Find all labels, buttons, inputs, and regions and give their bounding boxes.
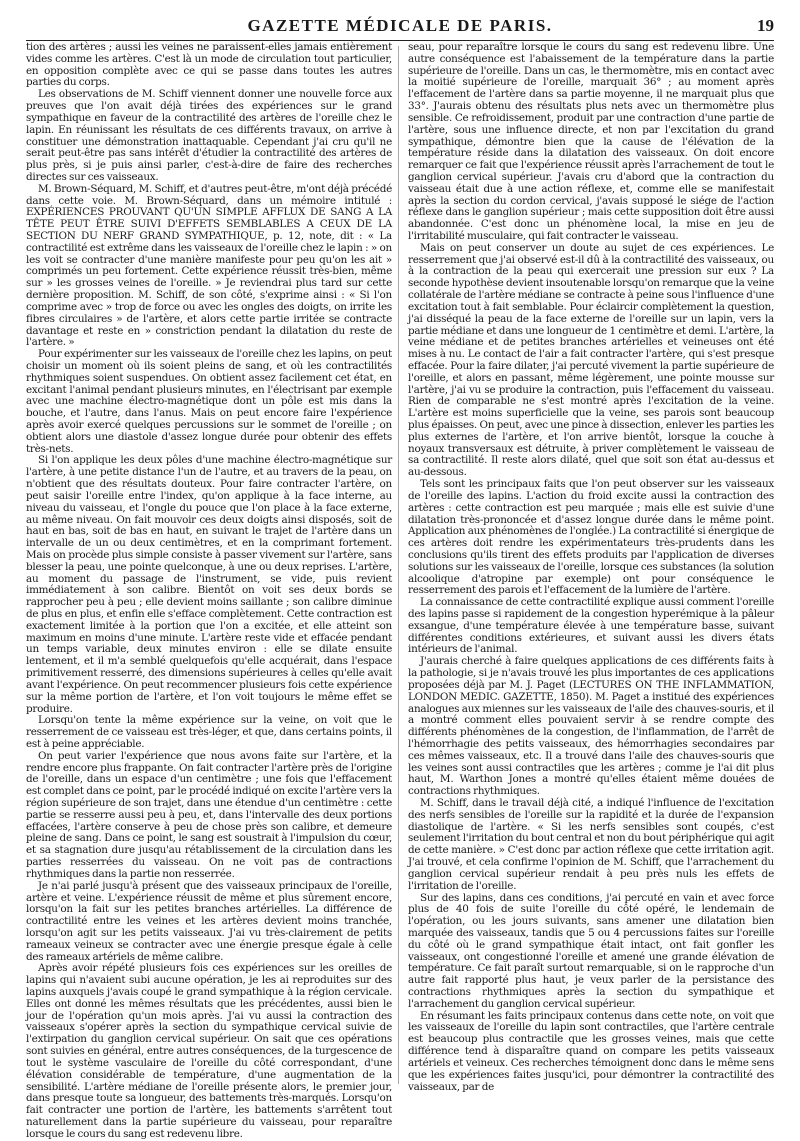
paragraph: Je n'ai parlé jusqu'à présent que des vaisseaux principaux de l'oreille, artère et veine. L'expérience réussit de même et plus sûrement encore, lorsqu'on la fait sur les petites branches artérielles. La différence de contractilité entre les veines et les artères devient moins tranchée, lorsqu'on agit sur les petits vaisseaux. J'ai vu très-clairement de petits rameaux veineux se contracter avec une énergie presque égale à celle des rameaux artériels de même calibre. — [26, 879, 392, 963]
paragraph: Mais on peut conserver un doute au sujet de ces expériences. Le resserrement que j'ai observé est-il dû à la contractilité des vaisseaux, ou à la contraction de la peau qui exercerait une pression sur eux ? La seconde hypothèse devient insoutenable lorsqu'on remarque que la veine collatérale de l'artère médiane se contracte à peine sous l'influence d'une excitation tout à fait semblable. Pour éclaircir complètement la question, j'ai disséqué la peau de la face externe de l'oreille sur un lapin, vers la partie médiane et dans une longueur de 1 centimètre et demi. L'artère, la veine médiane et de petites branches artérielles et veineuses ont été mises à nu. Le contact de l'air a fait contracter l'artère, qui s'est presque effacée. Pour la faire dilater, j'ai percuté vivement la partie supérieure de l'oreille, et alors en passant, même légèrement, une pointe mousse sur l'artère, j'ai vu se produire la contraction, puis l'effacement du vaisseau. Rien de comparable ne s'est montré après l'excitation de la veine. L'artère est moins superficielle que la veine, ses parois sont beaucoup plus épaisses. On peut, avec une pince à dissection, enlever les parties les plus externes de l'artère, et l'on arrive bientôt, lorsque la couche à noyaux transversaux est détruite, à priver complètement le vaisseau de sa contractilité. Il reste alors dilaté, quel que soit son état au-dessus et au-dessous. — [408, 241, 774, 479]
page-number: 19 — [757, 16, 774, 35]
paragraph: Sur des lapins, dans ces conditions, j'ai percuté en vain et avec force plus de 40 fois de suite l'oreille du côté opéré, le lendemain de l'opération, ou les jours suivants, sans amener une dilatation bien marquée des vaisseaux, tandis que 5 ou 4 percussions faites sur l'oreille du côté où le grand sympathique était intact, ont fait gonfler les vaisseaux, ont congestionné l'oreille et amené une grande élévation de température. Ce fait paraît surtout remarquable, si on le rapproche d'un autre fait rapporté plus haut, je veux parler de la persistance des contractions rhythmiques après la section du sympathique et l'arrachement du ganglion cervical supérieur. — [408, 891, 774, 1010]
column-divider — [398, 46, 399, 1084]
paragraph: Pour expérimenter sur les vaisseaux de l'oreille chez les lapins, on peut choisir un moment où ils soient pleins de sang, et où les contractilités rhythmiques soient suspendues. On obtient assez facilement cet état, en excitant l'animal pendant plusieurs minutes, en l'électrisant par exemple avec une machine électro-magnétique dont un pôle est mis dans la bouche, et l'autre, dans l'anus. Mais on peut encore faire l'expérience après avoir exercé quelques percussions sur le sommet de l'oreille ; on obtient alors une diastole d'assez longue durée pour obtenir des effets très-nets. — [26, 348, 392, 455]
paragraph: On peut varier l'expérience que nous avons faite sur l'artère, et la rendre encore plus frappante. On fait contracter l'artère près de l'origine de l'oreille, dans un espace d'un centimètre ; une fois que l'effacement est complet dans ce point, par le procédé indiqué on excite l'artère vers la région supérieure de son trajet, dans une étendue d'un centimètre : cette partie se resserre aussi peu à peu, et, dans l'intervalle des deux portions effacées, l'artère conserve à peu de chose près son calibre, et demeure pleine de sang. Dans ce point, le sang est soustrait à l'impulsion du cœur, et sa stagnation dure jusqu'au rétablissement de la circulation dans les parties resserrées du vaisseau. On ne voit pas de contractions rhythmiques dans la partie non resserrée. — [26, 749, 392, 880]
running-header — [26, 14, 774, 41]
paragraph: seau, pour reparaître lorsque le cours du sang est redevenu libre. Une autre conséquence est l'abaissement de la température dans la partie supérieure de l'oreille. Dans un cas, le thermomètre, mis en contact avec la moitié supérieure de l'oreille, marquait 36° ; au moment après l'effacement de l'artère dans sa partie moyenne, il ne marquait plus que 33°. J'aurais obtenu des résultats plus nets avec un thermomètre plus sensible. Ce refroidissement, produit par une contraction d'une partie de l'artère, sous une influence directe, et non par l'excitation du grand sympathique, démontre bien que la cause de l'élévation de la température réside dans la dilatation des vaisseaux. On doit encore remarquer ce fait que l'expérience réussit après l'arrachement de tout le ganglion cervical supérieur. J'avais cru d'abord que la contraction du vaisseau était due à une action réflexe, et, comme elle se manifestait après la section du cordon cervical, j'avais supposé le siége de l'action réflexe dans le ganglion supérieur ; mais cette supposition doit être aussi abandonnée. C'est donc un phénomène local, la mise en jeu de l'irritabilité musculaire, qui fait contracter le vaisseau. — [408, 41, 774, 242]
paragraph: Les observations de M. Schiff viennent donner une nouvelle force aux preuves que l'on avait déjà tirées des expériences sur le grand sympathique en faveur de la contractilité des artères de l'oreille chez le lapin. En réunissant les résultats de ces différents travaux, on arrive à constituer une démonstration inattaquable. Cependant j'ai cru qu'il ne serait peut-être pas sans intérêt d'étudier la contractilité des artères de plus près, si je puis ainsi parler, c'est-à-dire de faire des recherches directes sur ces vaisseaux. — [26, 88, 392, 183]
paragraph: M. Schiff, dans le travail déjà cité, a indiqué l'influence de l'excitation des nerfs sensibles de l'oreille sur la rapidité et la durée de l'expansion diastolique de l'artère. « Si les nerfs sensibles sont coupés, c'est seulement l'irritation du bout central et non du bout périphérique qui agit de cette manière. » C'est donc par action réflexe que cette irritation agit. J'ai trouvé, et cela confirme l'opinion de M. Schiff, que l'arrachement du ganglion cervical supérieur rendait à peu près nuls les effets de l'irritation de l'oreille. — [408, 797, 774, 892]
paragraph: M. Brown-Séquard, M. Schiff, et d'autres peut-être, m'ont déjà précédé dans cette voie. M. Brown-Séquard, dans un mémoire intitulé : EXPÉRIENCES PROUVANT QU'UN SIMPLE AFFLUX DE SANG A LA TÊTE PEUT ÊTRE SUIVI D'EFFETS SEMBLABLES A CEUX DE LA SECTION DU NERF GRAND SYMPATHIQUE, p. 12, note, dit : « La contractilité est extrême dans les vaisseaux de l'oreille chez le lapin : » on les voit se contracter d'une manière manifeste pour peu qu'on les ait » comprimés un peu fortement. Cette expérience réussit très-bien, même sur » les grosses veines de l'oreille. » Je reviendrai plus tard sur cette dernière proposition. M. Schiff, de son côté, s'exprime ainsi : « Si l'on comprime avec » trop de force ou avec les ongles des doigts, on irrite les fibres circulaires » de l'artère, et alors cette partie irritée se contracte davantage et reste en » constriction pendant la dilatation du reste de l'artère. » — [26, 182, 392, 349]
paragraph: Lorsqu'on tente la même expérience sur la veine, on voit que le resserrement de ce vaisseau est très-léger, et que, dans certains points, il est à peine appréciable. — [26, 714, 392, 750]
paragraph: J'aurais cherché à faire quelques applications de ces différents faits à la pathologie, si je n'avais trouvé les plus importantes de ces applications proposées déjà par M. J. Paget (LECTURES ON THE INFLAMMATION, LONDON MEDIC. GAZETTE, 1850). M. Paget a institué des expériences analogues aux miennes sur les vaisseaux de l'aile des chauves-souris, et il a montré comment elles pouvaient servir à se rendre compte des différents phénomènes de la congestion, de l'inflammation, de l'arrêt de l'hémorrhagie des petits vaisseaux, des hémorrhagies secondaires par ces mêmes vaisseaux, etc. Il a trouvé dans l'aile des chauves-souris que les veines sont aussi contractiles que les artères ; comme je l'ai dit plus haut, M. Warthon Jones a montré qu'elles étaient même douées de contractions rhythmiques. — [408, 655, 774, 798]
left-column — [26, 41, 392, 1140]
paragraph: En résumant les faits principaux contenus dans cette note, on voit que les vaisseaux de l'oreille du lapin sont contractiles, que l'artère centrale est beaucoup plus contractile que les grosses veines, mais que cette différence tend à disparaître quand on compare les petits vaisseaux artériels et veineux. Ces recherches témoignent donc dans le même sens que les expériences faites jusqu'ici, pour démontrer la contractilité des vaisseaux, par de — [408, 1009, 774, 1093]
right-column — [408, 41, 774, 1093]
paragraph: Après avoir répété plusieurs fois ces expériences sur les oreilles de lapins qui n'avaient subi aucune opération, je les ai reproduites sur des lapins auxquels j'avais coupé le grand sympathique à la région cervicale. Elles ont donné les mêmes résultats que les précédentes, aussi bien le jour de l'opération qu'un mois après. J'ai vu aussi la contraction des vaisseaux s'opérer après la section du sympathique cervical suivie de l'extirpation du ganglion cervical supérieur. On sait que ces opérations sont suivies en général, entre autres conséquences, de la turgescence de tout le système vasculaire de l'oreille du côté correspondant, d'une élévation considérable de température, d'une augmentation de la sensibilité. L'artère médiane de l'oreille présente alors, le premier jour, dans presque toute sa longueur, des battements très-marqués. Lorsqu'on fait contracter une portion de l'artère, les battements s'arrêtent tout naturellement dans la partie supérieure du vaisseau, pour reparaître lorsque le cours du sang est redevenu libre. — [26, 962, 392, 1140]
paragraph: Si l'on applique les deux pôles d'une machine électro-magnétique sur l'artère, à une petite distance l'un de l'autre, et au travers de la peau, on n'obtient que des résultats douteux. Pour faire contracter l'artère, on peut saisir l'oreille entre l'index, qu'on applique à la face interne, au niveau du vaisseau, et l'ongle du pouce que l'on place à la face externe, au même niveau. On fait mouvoir ces deux doigts ainsi disposés, soit de haut en bas, soit de bas en haut, en suivant le trajet de l'artère dans un intervalle de un ou deux centimètres, et en la comprimant fortement. Mais on procède plus simple consiste à passer vivement sur l'artère, sans blesser la peau, une pointe quelconque, à une ou deux reprises. L'artère, au moment du passage de l'instrument, se vide, puis revient immédiatement à son calibre. Bientôt on voit ses deux bords se rapprocher peu à peu ; elle devient moins saillante ; son calibre diminue de plus en plus, et enfin elle s'efface complètement. Cette contraction est exactement limitée à la portion que l'on a excitée, et elle atteint son maximum en moins d'une minute. L'artère reste vide et effacée pendant un temps variable, deux minutes environ : elle se dilate ensuite lentement, et il m'a semblé quelquefois qu'elle acquérait, dans l'espace primitivement resserré, des dimensions supérieures à celles qu'elle avait avant l'expérience. On peut recommencer plusieurs fois cette expérience sur la même portion de l'artère, et l'on voit toujours le même effet se produire. — [26, 454, 392, 715]
journal-title: GAZETTE MÉDICALE DE PARIS. — [247, 16, 553, 35]
paragraph: tion des artères ; aussi les veines ne paraissent-elles jamais entièrement vides comme les artères. C'est là un mode de circulation tout particulier, en opposition complète avec ce qui se passe dans toutes les autres parties du corps. — [26, 41, 392, 89]
paragraph: La connaissance de cette contractilité explique aussi comment l'oreille des lapins passe si rapidement de la congestion hyperémique à la pâleur exsangue, d'une température élevée à une température basse, suivant différentes conditions extérieures, et suivant aussi les divers états intérieurs de l'animal. — [408, 596, 774, 656]
paragraph: Tels sont les principaux faits que l'on peut observer sur les vaisseaux de l'oreille des lapins. L'action du froid excite aussi la contraction des artères : cette contraction est peu marquée ; mais elle est suivie d'une dilatation très-prononcée et d'assez longue durée dans le même point. Application aux phénomènes de l'onglée.) La contractilité si énergique de ces artères doit rendre les expérimentateurs très-prudents dans les conclusions qu'ils tirent des effets produits par l'application de diverses solutions sur les vaisseaux de l'oreille, lorsque ces substances (la solution alcoolique d'atropine par exemple) ont pour conséquence le resserrement des parois et l'effacement de la lumière de l'artère. — [408, 478, 774, 597]
